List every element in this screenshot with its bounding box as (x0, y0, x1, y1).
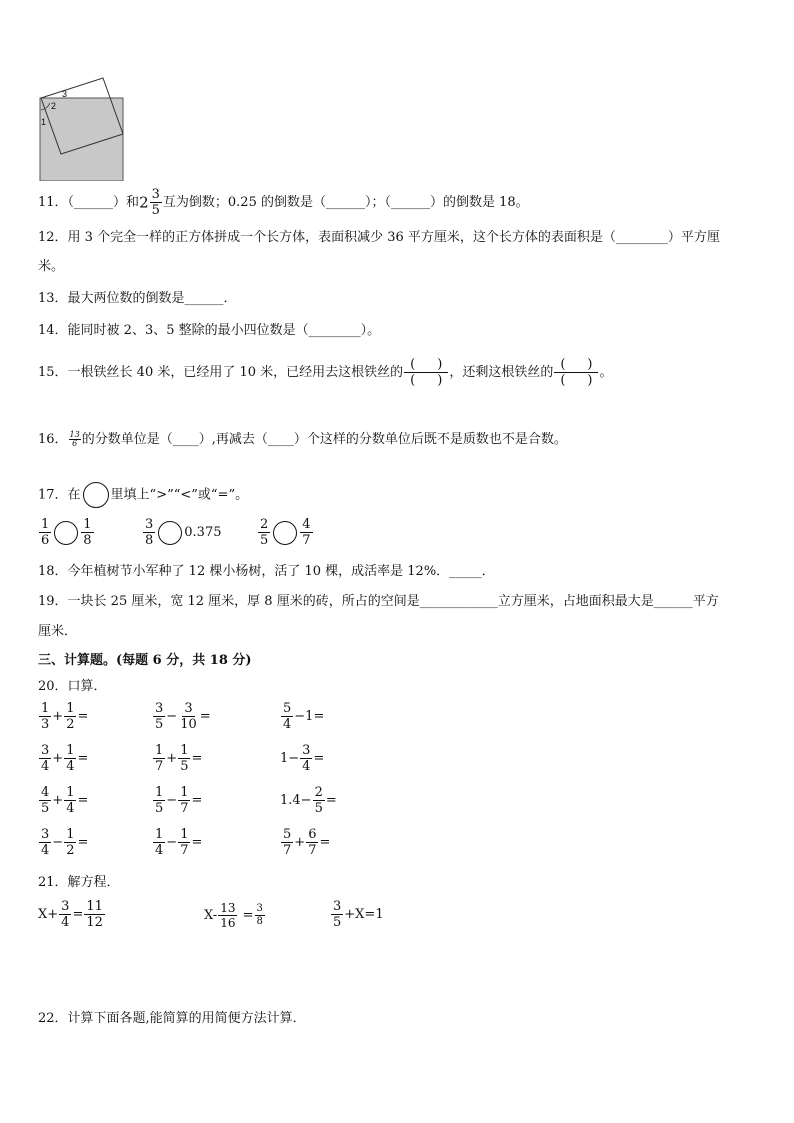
compare-circle (83, 482, 109, 508)
question-12-line-2: 米。 (38, 259, 65, 274)
mixed-number: 2 $\frac{3}{5}$ (139, 187, 160, 218)
calc-r4c2: $\frac{1}{4}$ − $\frac{1}{7}$ = (155, 827, 203, 858)
equation-1: X+ $\frac{3}{4}$ = $\frac{11}{12}$ (38, 899, 103, 930)
question-21-title: 21．解方程． (38, 875, 120, 890)
angle-label-2: 2 (51, 101, 57, 111)
calc-r2c2: $\frac{1}{7}$ + $\frac{1}{5}$ = (155, 743, 203, 774)
question-12-line-1: 12．用 3 个完全一样的正方体拼成一个长方体，表面积减少 36 平方厘米，这个长方体的表面积是（________）平方厘 (38, 230, 720, 245)
calc-r4c1: $\frac{3}{4}$ − $\frac{1}{2}$ = (41, 827, 89, 858)
calc-r1c2: $\frac{3}{5}$ − $\frac{3}{10}$ = (155, 701, 211, 732)
compare-circle[interactable] (54, 521, 78, 545)
calc-r4c3: $\frac{5}{7}$ + $\frac{6}{7}$ = (283, 827, 331, 858)
question-13: 13．最大两位数的倒数是______． (38, 291, 237, 306)
calc-r2c1: $\frac{3}{4}$ + $\frac{1}{4}$ = (41, 743, 89, 774)
question-20-title: 20．口算． (38, 679, 107, 694)
question-17: 17．在 里填上“>”“<”或“=”。 (38, 482, 248, 508)
calc-r2c3: 1− $\frac{3}{4}$ = (280, 743, 325, 774)
question-11: 11．（______）和2 $\frac{3}{5}$ 互为倒数；0.25 的倒数是（______）；（______）的倒数是 18。 (38, 187, 529, 218)
calc-r3c2: $\frac{1}{5}$ − $\frac{1}{7}$ = (155, 785, 203, 816)
question-22: 22．计算下面各题,能简算的用简便方法计算． (38, 1011, 306, 1026)
question-19-line-1: 19．一块长 25 厘米，宽 12 厘米，厚 8 厘米的砖，所占的空间是____________立方厘米，占地面积最大是______平方 (38, 594, 719, 609)
equation-3: $\frac{3}{5}$ +X=1 (333, 899, 384, 930)
calc-r3c3: 1.4− $\frac{2}{5}$ = (280, 785, 337, 816)
compare-item-3: $\frac{2}{5}$ $\frac{4}{7}$ (260, 517, 311, 548)
angle-label-1: 1 (41, 117, 47, 127)
angle-label-3: 3 (62, 89, 68, 99)
question-14: 14．能同时被 2、3、5 整除的最小四位数是（________）。 (38, 323, 381, 338)
fraction-blank: $\frac{( )}{( )}$ (554, 357, 598, 388)
question-19-line-2: 厘米． (38, 624, 78, 639)
question-16: 16． $\frac{13}{6}$ 的分数单位是（____）,再减去（____）个这样的分数单位后既不是质数也不是合数。 (38, 430, 567, 448)
rotated-squares-diagram (38, 76, 128, 181)
compare-circle[interactable] (273, 521, 297, 545)
small-fraction: $\frac{13}{6}$ (69, 430, 80, 448)
equation-2: X- $\frac{13}{16}$ = $\frac{3}{8}$ (204, 901, 263, 930)
section-3-title: 三、计算题。(每题 6 分，共 18 分) (38, 653, 252, 668)
question-18: 18．今年植树节小军种了 12 棵小杨树，活了 10 棵，成活率是 12%．_____． (38, 564, 495, 579)
compare-item-1: $\frac{1}{6}$ $\frac{1}{8}$ (41, 517, 92, 548)
calc-r1c1: $\frac{1}{3}$ + $\frac{1}{2}$ = (41, 701, 89, 732)
compare-circle[interactable] (158, 521, 182, 545)
fraction-blank: $\frac{( )}{( )}$ (404, 357, 448, 388)
calc-r3c1: $\frac{4}{5}$ + $\frac{1}{4}$ = (41, 785, 89, 816)
calc-r1c3: $\frac{5}{4}$ −1= (283, 701, 325, 732)
question-15: 15．一根铁丝长 40 米，已经用了 10 米，已经用去这根铁丝的 $\frac{( )}{( )}$ ，还剩这根铁丝的 $\frac{( )}{( )}$ 。 (38, 357, 613, 388)
compare-item-2: $\frac{3}{8}$ 0.375 (145, 517, 222, 548)
geometry-figure (38, 76, 128, 181)
